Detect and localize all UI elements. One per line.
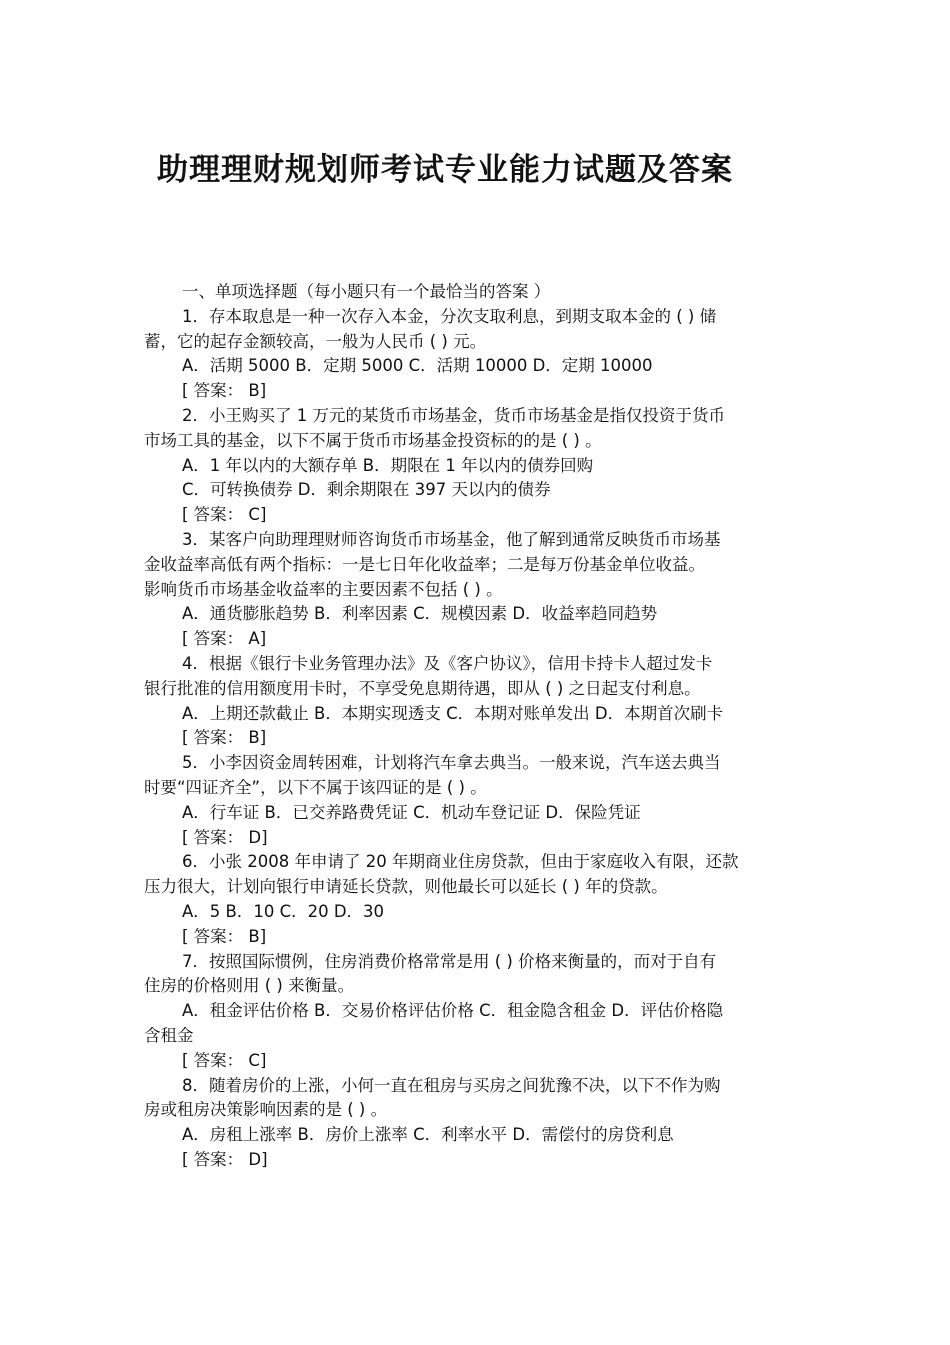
- text-line: 时要“四证齐全”，以下不属于该四证的是 ( ) 。: [144, 777, 487, 797]
- text-line: 房或租房决策影响因素的是 ( ) 。: [144, 1100, 388, 1120]
- text-line: 压力很大，计划向银行申请延长贷款，则他最长可以延长 ( ) 年的贷款。: [144, 877, 668, 897]
- text-line: 1．存本取息是一种一次存入本金，分次支取利息，到期支取本金的 ( ) 储: [182, 306, 717, 326]
- text-line: A．房租上涨率 B．房价上涨率 C．利率水平 D．需偿付的房贷利息: [182, 1125, 674, 1145]
- text-line: [ 答案： A]: [182, 629, 267, 649]
- text-line: 银行批准的信用额度用卡时，不享受免息期待遇，即从 ( ) 之日起支付利息。: [144, 678, 701, 698]
- text-line: A．行车证 B．已交养路费凭证 C．机动车登记证 D．保险凭证: [182, 802, 641, 822]
- text-line: [ 答案： D]: [182, 827, 268, 847]
- text-line: 3．某客户向助理理财师咨询货币市场基金，他了解到通常反映货币市场基: [182, 529, 721, 549]
- text-line: C．可转换债券 D．剩余期限在 397 天以内的债券: [182, 480, 551, 500]
- text-line: 影响货币市场基金收益率的主要因素不包括 ( ) 。: [144, 579, 503, 599]
- text-line: 7．按照国际惯例，住房消费价格常常是用 ( ) 价格来衡量的，而对于自有: [182, 951, 717, 971]
- document-body: [144, 280, 804, 1173]
- text-line: [ 答案： B]: [182, 926, 267, 946]
- text-line: [ 答案： B]: [182, 381, 267, 401]
- text-line: 4．根据《银行卡业务管理办法》及《客户协议》，信用卡持卡人超过发卡: [182, 653, 713, 673]
- text-line: A．活期 5000 B．定期 5000 C．活期 10000 D．定期 10000: [182, 356, 653, 376]
- text-line: 住房的价格则用 ( ) 来衡量。: [144, 976, 355, 996]
- text-line: 市场工具的基金，以下不属于货币市场基金投资标的的是 ( ) 。: [144, 430, 602, 450]
- text-line: 蓄，它的起存金额较高，一般为人民币 ( ) 元。: [144, 331, 487, 351]
- text-line: A．1 年以内的大额存单 B．期限在 1 年以内的债券回购: [182, 455, 594, 475]
- text-line: A．租金评估价格 B．交易价格评估价格 C．租金隐含租金 D．评估价格隐: [182, 1001, 724, 1021]
- text-line: A．5 B．10 C．20 D．30: [182, 901, 385, 921]
- text-line: 含租金: [144, 1025, 194, 1045]
- text-line: A．上期还款截止 B．本期实现透支 C．本期对账单发出 D．本期首次刷卡: [182, 703, 724, 723]
- text-line: [ 答案： C]: [182, 1050, 267, 1070]
- text-line: 5．小李因资金周转困难，计划将汽车拿去典当。一般来说，汽车送去典当: [182, 753, 721, 773]
- text-line: 8．随着房价的上涨，小何一直在租房与买房之间犹豫不决，以下不作为购: [182, 1075, 721, 1095]
- text-line: [ 答案： C]: [182, 505, 267, 525]
- text-line: 2．小王购买了 1 万元的某货币市场基金，货币市场基金是指仅投资于货币: [182, 405, 725, 425]
- text-line: 一、单项选择题（每小题只有一个最恰当的答案 ）: [182, 282, 551, 301]
- text-line: [ 答案： D]: [182, 1149, 268, 1169]
- page-title: 助理理财规划师考试专业能力试题及答案: [157, 152, 733, 188]
- text-line: A．通货膨胀趋势 B．利率因素 C．规模因素 D．收益率趋同趋势: [182, 604, 658, 624]
- text-line: [ 答案： B]: [182, 728, 267, 748]
- text-line: 6．小张 2008 年申请了 20 年期商业住房贷款，但由于家庭收入有限，还款: [182, 852, 739, 872]
- text-line: 金收益率高低有两个指标：一是七日年化收益率；二是每万份基金单位收益。: [144, 554, 705, 574]
